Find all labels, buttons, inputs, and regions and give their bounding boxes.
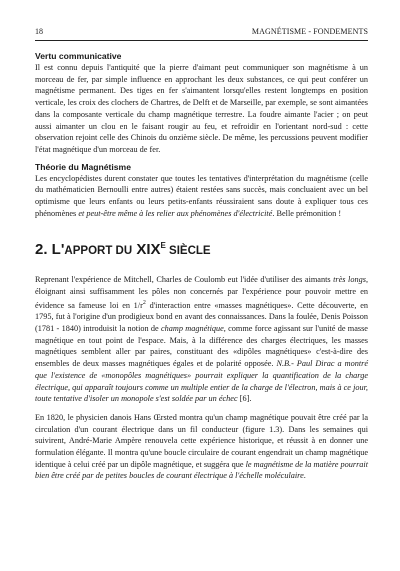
section-title-vertu: Vertu communicative [35,51,122,61]
page-number: 18 [35,27,43,36]
theorie-emphasis: et peut-être même à les relier aux phénomènes d'électricité [78,208,273,218]
dirac-note: N.B.- Paul Dirac a montré que l'existence de «monopôles magnétiques» pourrait expliquer la quantification de la charge électrique, qui apparaît toujours comme un multiple entier de la charge de l'électron, mais à ce jour, toute tentative d'isoler un monopole s'est soldée par un échec [35,359,368,404]
paragraph-coulomb: Reprenant l'expérience de Mitchell, Charles de Coulomb eut l'idée d'utiliser des aimants très longs, éloignant ainsi suffisamment les pôles non concernés par l'expérience pour pouvoir mettre en évidence sa fameuse loi en $1/r^2$ d'interaction entre «masses magnétiques». Cette découverte, en 1795, fut à l'origine d'un prodigieux bond en avant des connaissances. Dans la foulée, Denis Poisson (1781 - 1840) introduisit la notion de champ magnétique, comme force agissant sur l'unité de masse magnétique en tout point de l'espace. Mais, à la différence des charges électriques, les masses magnétiques semblent aller par paires, constituant des «dipôles magnétiques» c'est-à-dire des ensembles de deux masses magnétiques égales et de polarité opposée. N.B.- Paul Dirac a montré que l'existence de «monopôles magnétiques» pourrait expliquer la quantification de la charge électrique, qui apparaît toujours comme un multiple entier de la charge de l'électron, mais à ce jour, toute tentative d'isoler un monopole s'est soldée par un échec [6]. [35,275,368,404]
page-header [35,27,368,39]
paragraph-vertu: Il est connu depuis l'antiquité que la pierre d'aimant peut communiquer son magnétisme à un morceau de fer, par simple influence en approchant les deux substances, ce qui peut conférer un magnétisme permanent. Des tiges en fer s'aimantent lorsqu'elles restent longtemps en position verticale, les croix des clochers de Chartres, de Delft et de Marseille, par exemple, se sont aimantées dans la composante verticale du champ magnétique terrestre. La foudre aimante l'acier ; on peut aussi aimanter un clou en le faisant rougir au feu, et refroidir en l'orientant nord-sud : cette observation rejoint celle des Chinois du onzième siècle. De même, les percussions peuvent modifier l'état magnétique d'un morceau de fer. [35,63,368,154]
section-title-theorie: Théorie du Magnétisme [35,161,131,172]
running-title: MAGNÉTISME - FONDEMENTS [251,27,368,36]
paragraph-oersted: En 1820, le physicien danois Hans Œrsted montra qu'un champ magnétique pouvait être créé par la circulation d'un courant électrique dans un fil conducteur (figure 1.3). Dans les semaines qui suivirent, André-Marie Ampère renouvela cette expérience historique, et réussit à en donner une formulation élégante. Il montra qu'une boucle circulaire de courant engendrait un champ magnétique identique à celui créé par un dipôle magnétique, et suggéra que le magnétisme de la matière pourrait bien être créé par de petites boucles de courant électrique à l'échelle moléculaire. [35,412,369,481]
paragraph-theorie: Les encyclopédistes durent constater que toutes les tentatives d'interprétation du magnétisme (celle du mathématicien Bernoulli entre autres) étaient restées sans succès, mais concluaient avec un bel optimisme que leurs enfants ou leurs petits-enfants réussiraient sans doute à expliquer tous ces phénomènes et peut-être même à les relier aux phénomènes d'électricité. Belle prémonition ! [35,173,368,218]
chapter-heading: 2. L'APPORT DU $XIX^E$ SIÈCLE [35,241,211,259]
page [35,27,368,482]
